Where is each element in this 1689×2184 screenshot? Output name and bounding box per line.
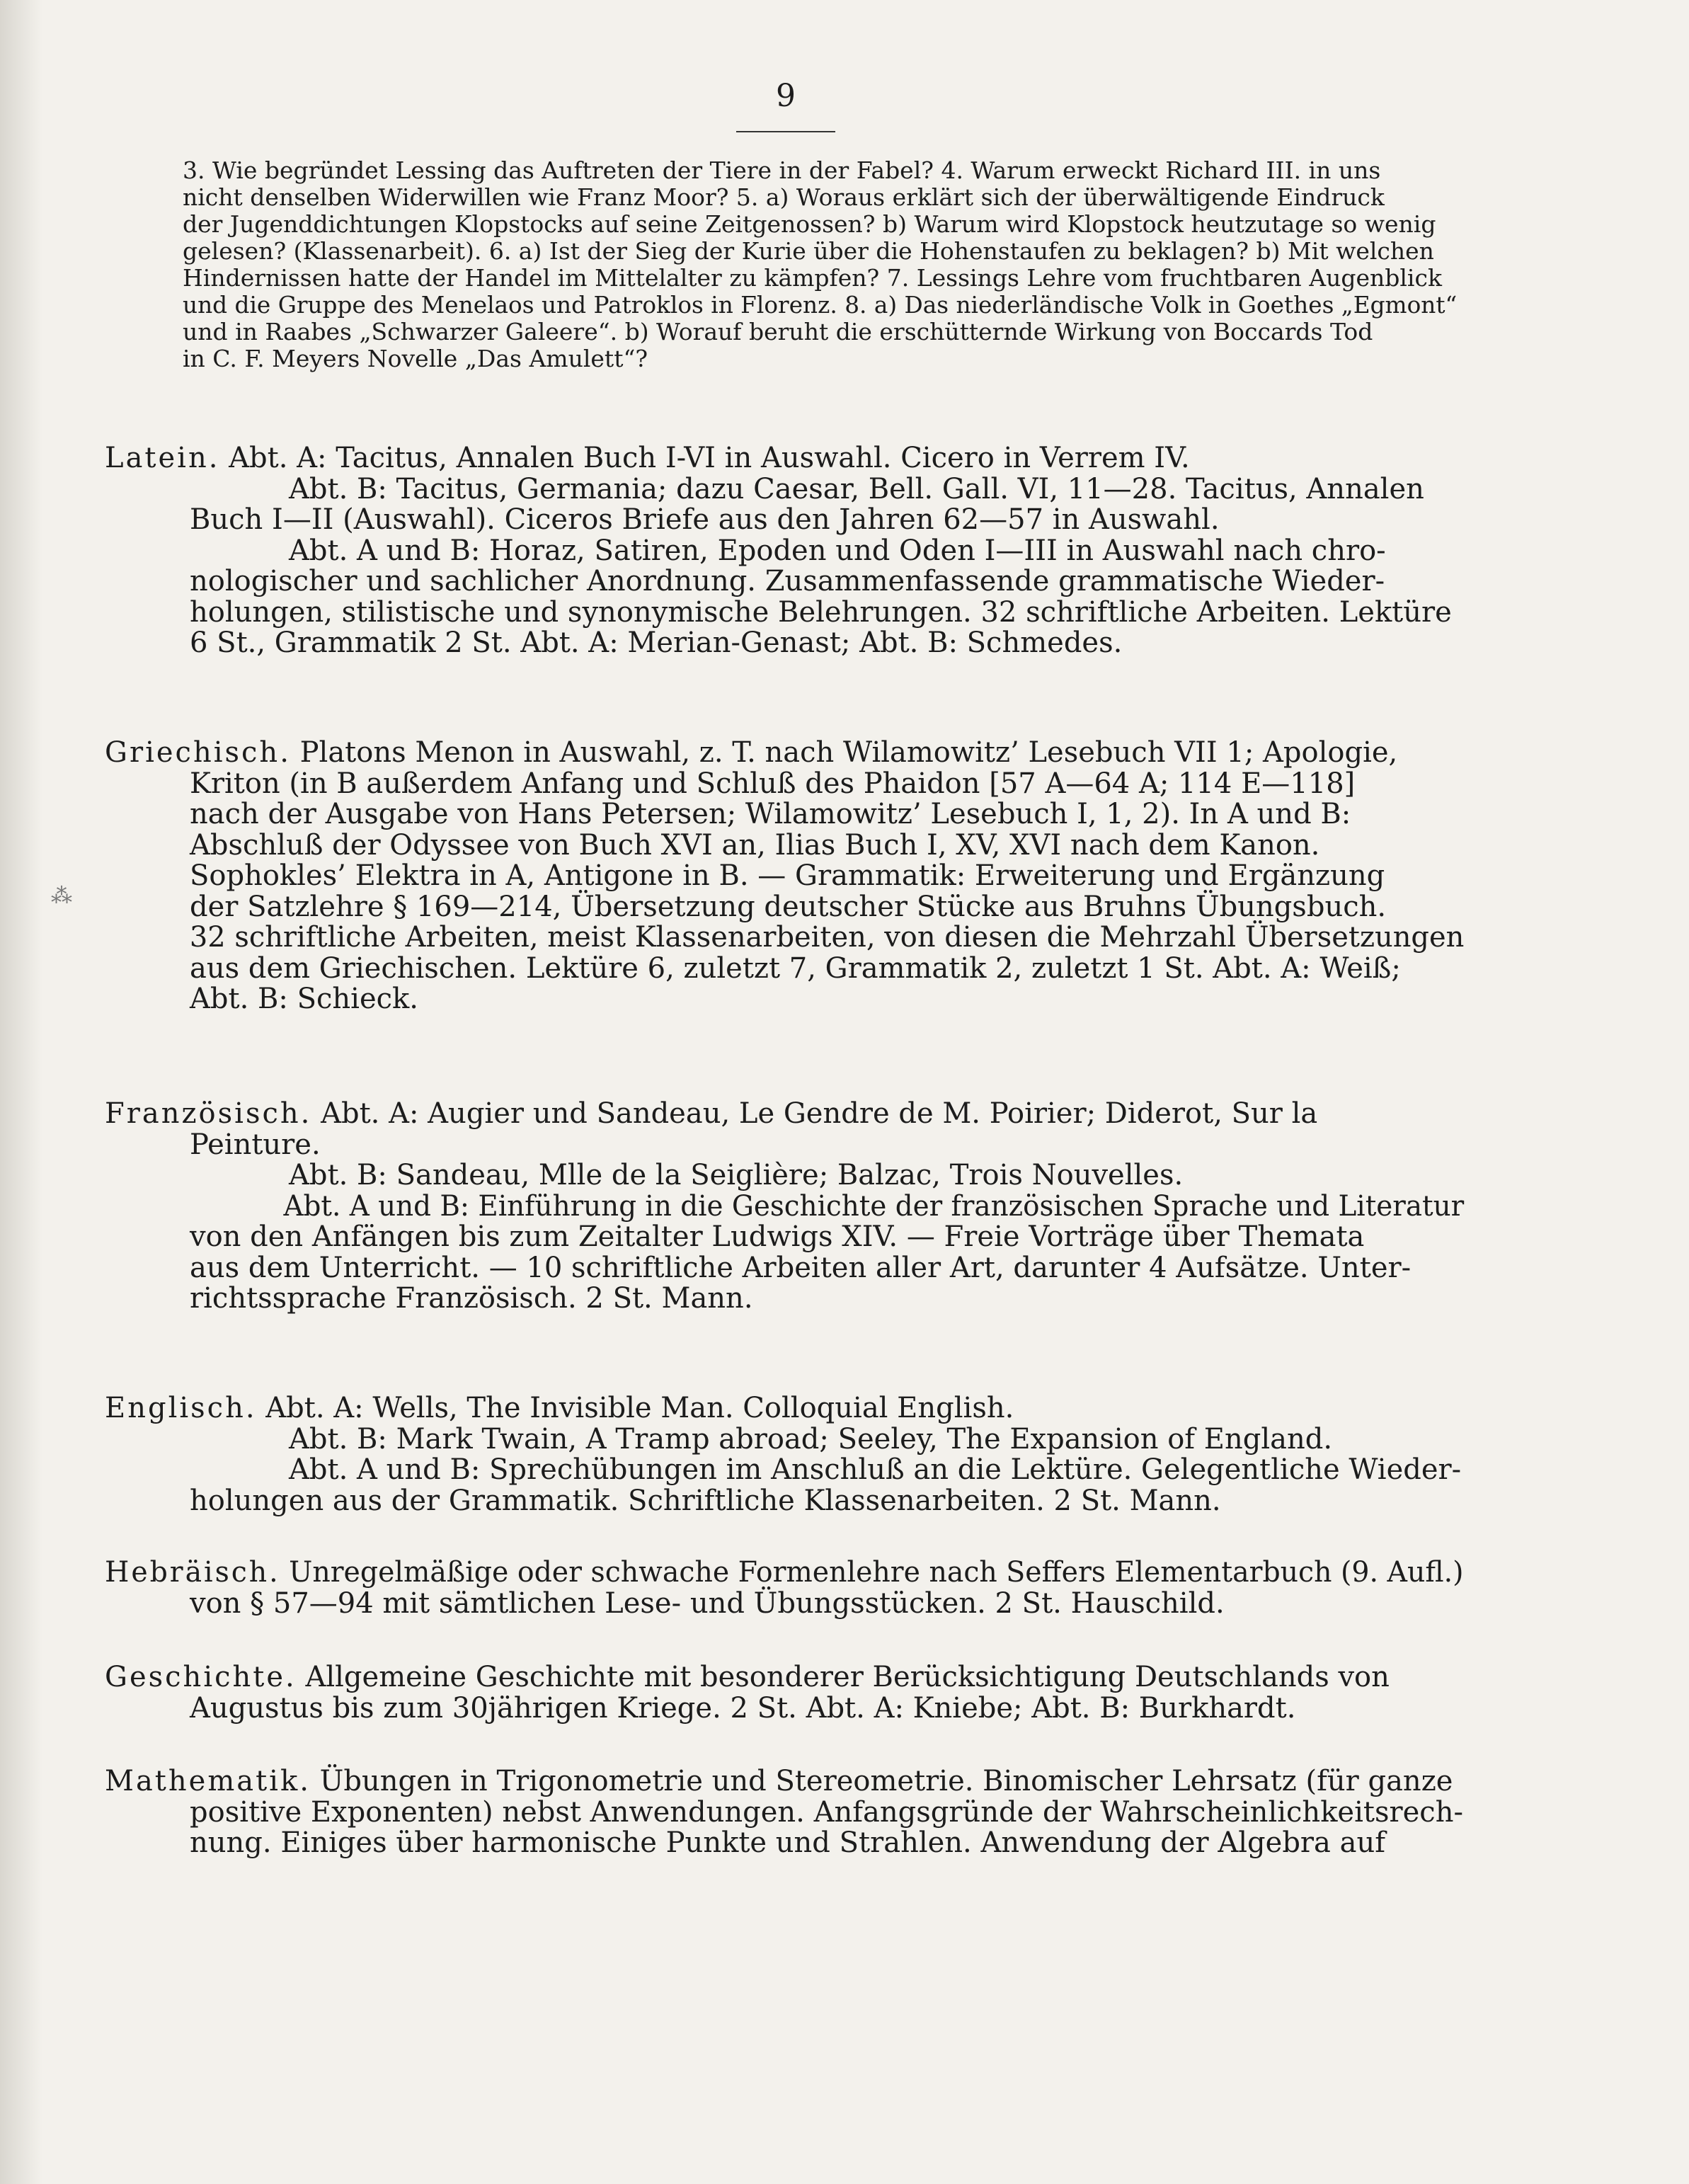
section-line: Abt. B: Mark Twain, A Tramp abroad; Seeley, The Expansion of England.	[289, 1422, 1333, 1456]
section-line: Abt. B: Tacitus, Germania; dazu Caesar, Bell. Gall. VI, 11—28. Tacitus, Annalen	[289, 472, 1424, 505]
section-text: Abt. A: Wells, The Invisible Man. Colloquial English.	[265, 1392, 1014, 1424]
section-line: Abt. B: Sandeau, Mlle de la Seiglière; Balzac, Trois Nouvelles.	[289, 1159, 1184, 1191]
section-first-line	[105, 738, 1464, 769]
section-first-line	[105, 443, 1464, 474]
section-mathematik	[105, 1766, 1464, 1859]
section-line: nach der Ausgabe von Hans Petersen; Wilamowitz’ Lesebuch I, 1, 2). In A und B:	[190, 798, 1351, 830]
section-line: Abt. A und B: Horaz, Satiren, Epoden und Oden I—III in Auswahl nach chro-	[289, 534, 1386, 567]
section-heading: Englisch.	[105, 1392, 257, 1424]
section-hebraeisch	[105, 1557, 1464, 1619]
section-line: von § 57—94 mit sämtlichen Lese- und Übungsstücken. 2 St. Hauschild.	[190, 1586, 1225, 1620]
section-line: Kriton (in B außerdem Anfang und Schluß des Phaidon [57 A—64 A; 114 E—118]	[190, 767, 1356, 800]
margin-mark: ⁂	[51, 884, 72, 908]
intro-line: der Jugenddichtungen Klopstocks auf seine Zeitgenossen? b) Warum wird Klopstock heutzutage so wenig	[183, 210, 1436, 238]
section-first-line	[105, 1556, 1464, 1589]
section-line: positive Exponenten) nebst Anwendungen. Anfangsgründe der Wahrscheinlichkeitsrech-	[190, 1795, 1463, 1829]
section-line: richtssprache Französisch. 2 St. Mann.	[190, 1282, 753, 1315]
section-line: Abt. B: Schieck.	[190, 983, 418, 1015]
section-heading: Hebräisch.	[105, 1556, 280, 1589]
section-text: Allgemeine Geschichte mit besonderer Berücksichtigung Deutschlands von	[305, 1661, 1390, 1693]
intro-line: und in Raabes „Schwarzer Galeere“. b) Worauf beruht die erschütternde Wirkung von Boccards Tod	[183, 318, 1373, 345]
section-franzoesisch	[105, 1099, 1464, 1315]
section-first-line	[105, 1393, 1464, 1424]
intro-paragraph	[183, 157, 1457, 372]
section-geschichte	[105, 1662, 1464, 1724]
section-first-line	[105, 1662, 1464, 1693]
intro-line: gelesen? (Klassenarbeit). 6. a) Ist der Sieg der Kurie über die Hohenstaufen zu beklagen? b) Mit welchen	[183, 237, 1434, 265]
page-edge-shadow	[0, 0, 42, 2184]
section-line: Peinture.	[190, 1128, 321, 1161]
section-first-line	[105, 1099, 1464, 1130]
section-line: aus dem Griechischen. Lektüre 6, zuletzt 7, Grammatik 2, zuletzt 1 St. Abt. A: Weiß;	[190, 951, 1401, 985]
section-text: Abt. A: Augier und Sandeau, Le Gendre de M. Poirier; Diderot, Sur la	[321, 1097, 1318, 1130]
intro-line: 3. Wie begründet Lessing das Auftreten der Tiere in der Fabel? 4. Warum erweckt Richard III. in uns	[183, 156, 1381, 184]
intro-line: und die Gruppe des Menelaos und Patroklos in Florenz. 8. a) Das niederländische Volk in Goethes „Egmont“	[183, 291, 1458, 319]
section-heading: Geschichte.	[105, 1661, 297, 1693]
page-number: 9	[776, 78, 796, 114]
section-line: nung. Einiges über harmonische Punkte und Strahlen. Anwendung der Algebra auf	[190, 1826, 1386, 1859]
section-first-line	[105, 1766, 1464, 1797]
section-text: Unregelmäßige oder schwache Formenlehre nach Seffers Elementarbuch (9. Aufl.)	[289, 1556, 1464, 1589]
section-line: holungen aus der Grammatik. Schriftliche Klassenarbeiten. 2 St. Mann.	[190, 1484, 1221, 1517]
section-line: 32 schriftliche Arbeiten, meist Klassenarbeiten, von diesen die Mehrzahl Übersetzungen	[189, 921, 1465, 954]
section-line: Abschluß der Odyssee von Buch XVI an, Ilias Buch I, XV, XVI nach dem Kanon.	[190, 828, 1320, 862]
section-line: der Satzlehre § 169—214, Übersetzung deutscher Stücke aus Bruhns Übungsbuch.	[190, 890, 1387, 923]
section-text: Platons Menon in Auswahl, z. T. nach Wilamowitz’ Lesebuch VII 1; Apologie,	[299, 736, 1398, 769]
section-latein	[105, 443, 1464, 659]
section-line: aus dem Unterricht. — 10 schriftliche Arbeiten aller Art, darunter 4 Aufsätze. Unter-	[190, 1251, 1412, 1284]
section-line: 6 St., Grammatik 2 St. Abt. A: Merian-Genast; Abt. B: Schmedes.	[190, 627, 1123, 659]
section-line: Abt. A und B: Einführung in die Geschichte der französischen Sprache und Literatur	[283, 1189, 1465, 1223]
intro-line: Hindernissen hatte der Handel im Mittelalter zu kämpfen? 7. Lessings Lehre vom fruchtbaren Augenblick	[183, 264, 1442, 292]
section-heading: Französisch.	[105, 1097, 312, 1130]
section-line: von den Anfängen bis zum Zeitalter Ludwigs XIV. — Freie Vorträge über Themata	[190, 1220, 1365, 1253]
section-line: Sophokles’ Elektra in A, Antigone in B. — Grammatik: Erweiterung und Ergänzung	[190, 859, 1385, 892]
section-englisch	[105, 1393, 1464, 1516]
section-heading: Mathematik.	[105, 1765, 311, 1797]
section-line: holungen, stilistische und synonymische Belehrungen. 32 schriftliche Arbeiten. Lektüre	[190, 595, 1452, 629]
section-line: Augustus bis zum 30jährigen Kriege. 2 St. Abt. A: Kniebe; Abt. B: Burkhardt.	[190, 1691, 1296, 1725]
section-heading: Griechisch.	[105, 736, 291, 769]
section-text: Übungen in Trigonometrie und Stereometrie. Binomischer Lehrsatz (für ganze	[319, 1765, 1453, 1797]
section-line: Buch I—II (Auswahl). Ciceros Briefe aus den Jahren 62—57 in Auswahl.	[190, 503, 1220, 536]
page-number-rule	[736, 131, 835, 132]
section-line: Abt. A und B: Sprechübungen im Anschluß an die Lektüre. Gelegentliche Wieder-	[289, 1453, 1462, 1486]
section-text: Abt. A: Tacitus, Annalen Buch I-VI in Auswahl. Cicero in Verrem IV.	[229, 442, 1190, 474]
intro-line: in C. F. Meyers Novelle „Das Amulett“?	[183, 345, 648, 372]
section-line: nologischer und sachlicher Anordnung. Zusammenfassende grammatische Wieder-	[190, 565, 1385, 598]
section-griechisch	[105, 738, 1464, 1015]
section-heading: Latein.	[105, 442, 220, 474]
intro-line: nicht denselben Widerwillen wie Franz Moor? 5. a) Woraus erklärt sich der überwältigende Eindruck	[183, 183, 1385, 211]
